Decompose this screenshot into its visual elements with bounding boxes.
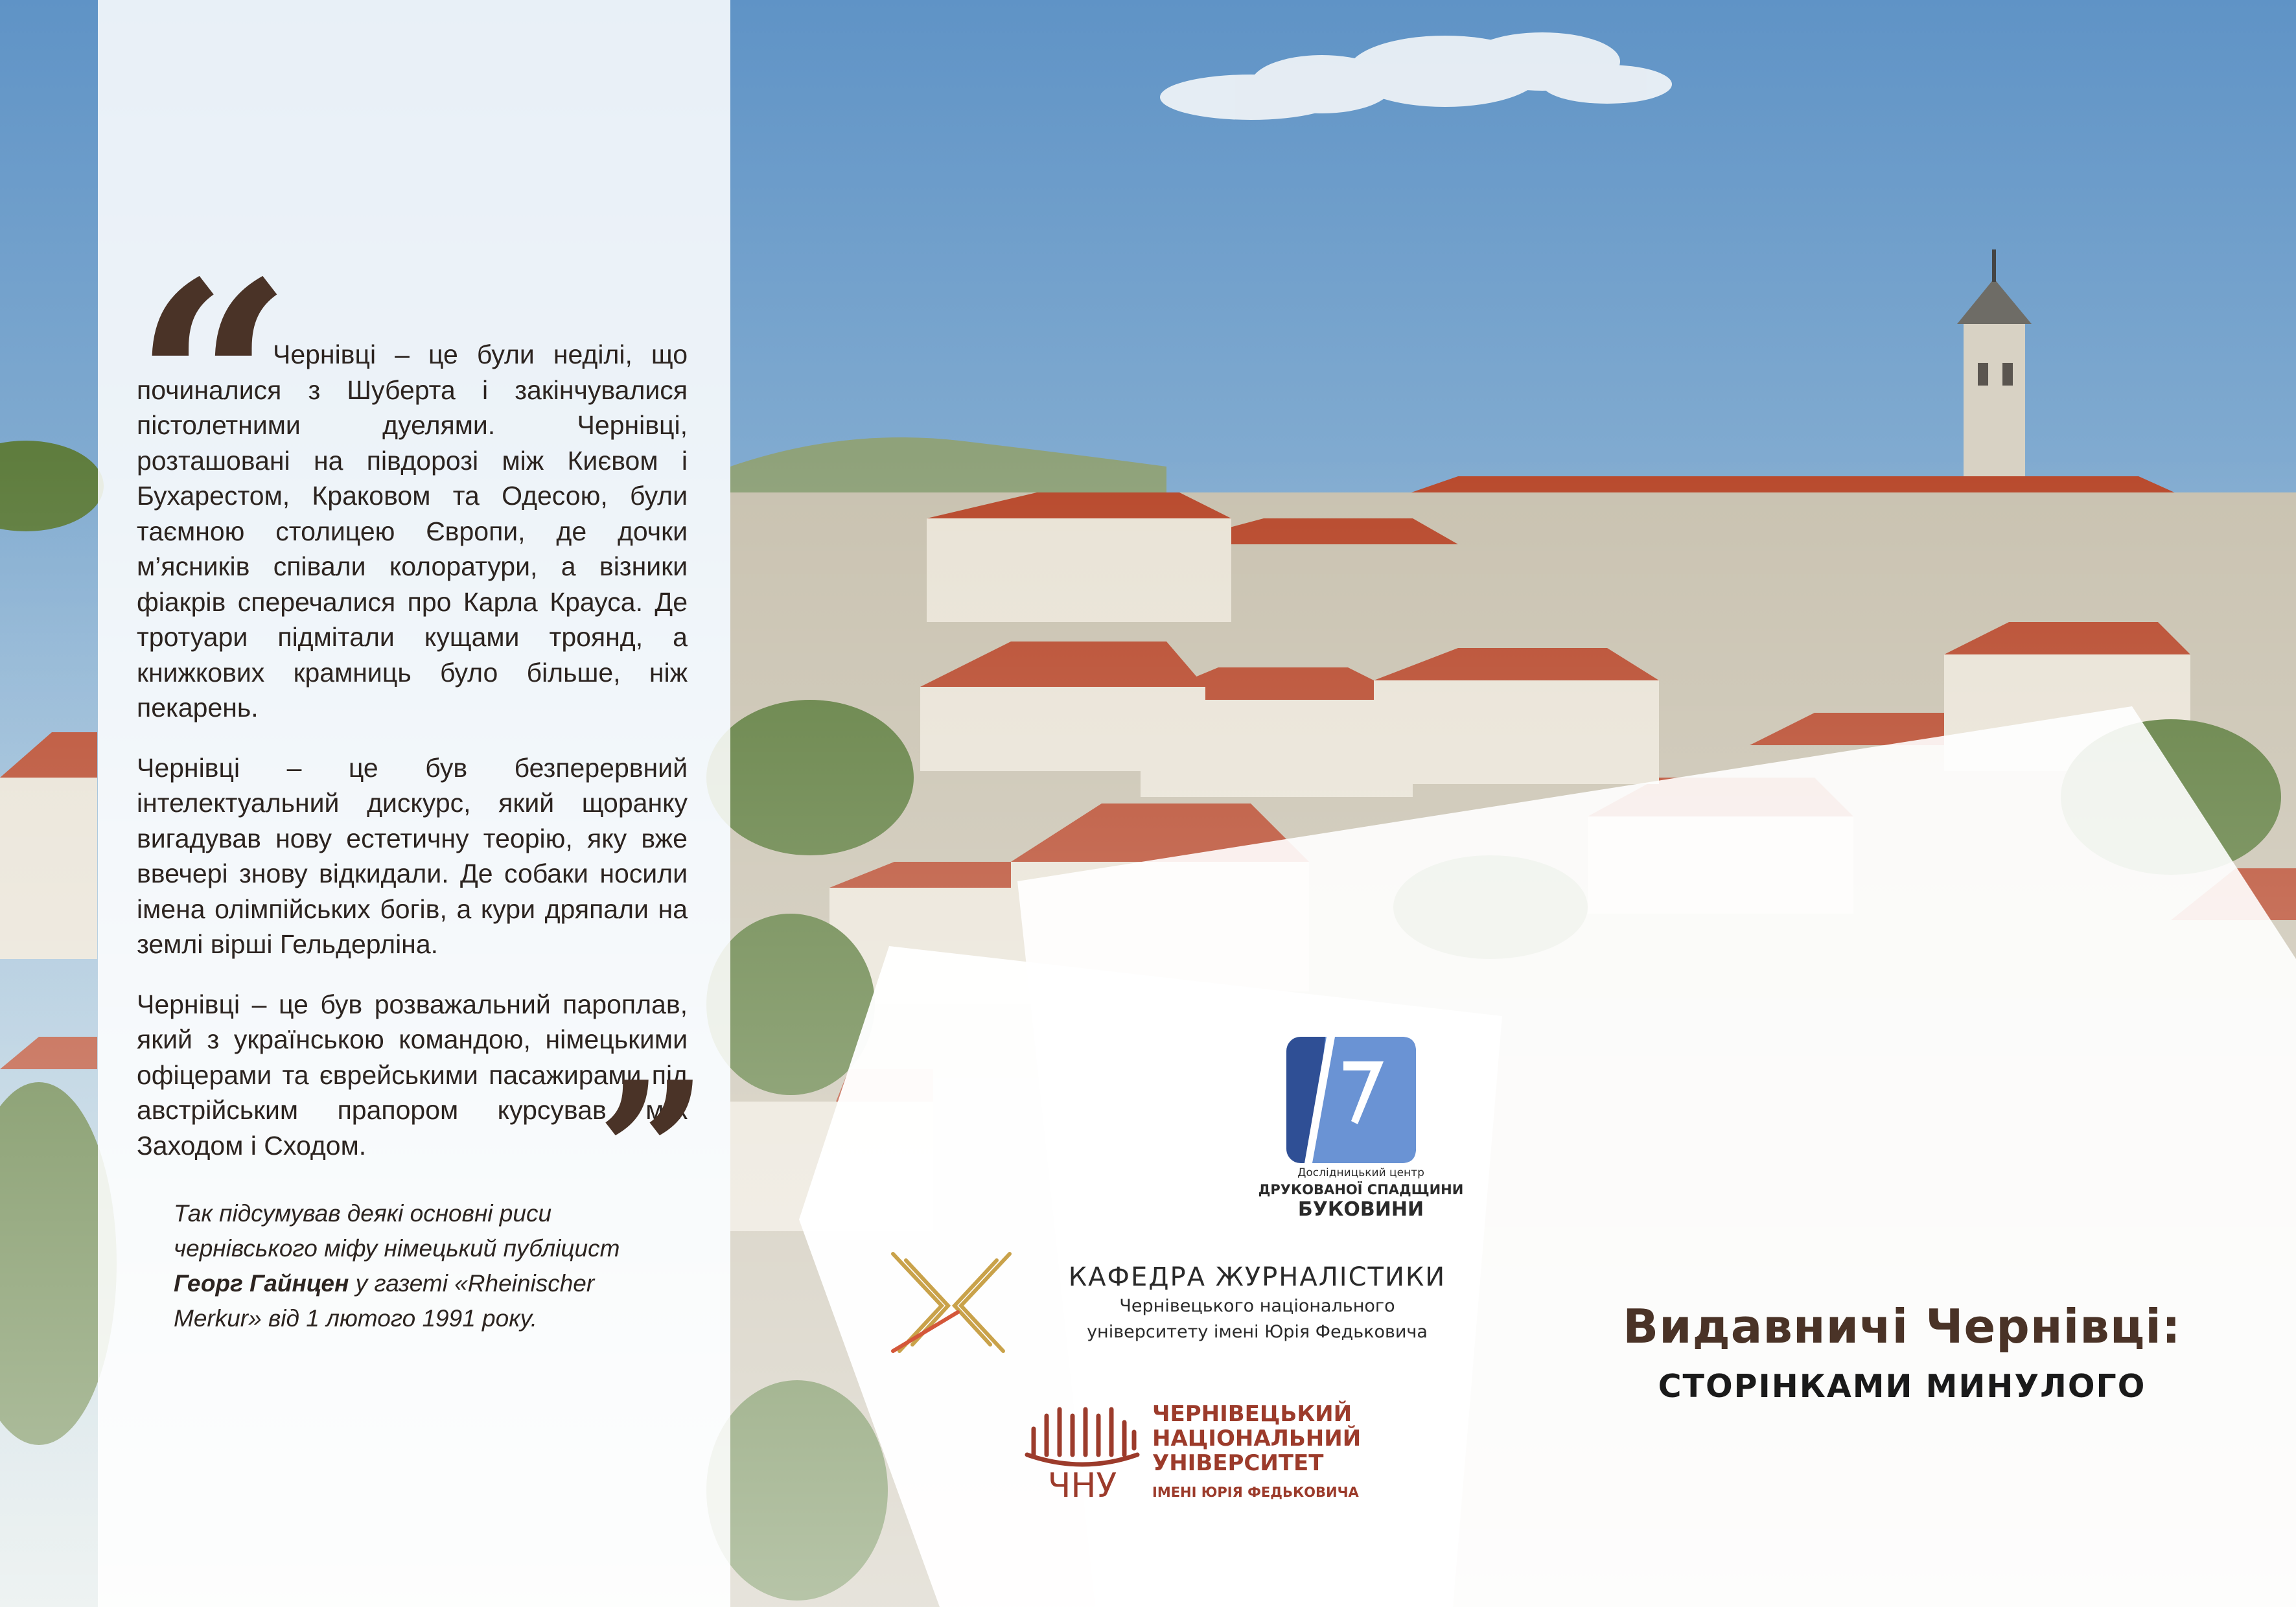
page-title: Видавничі Чернівці: bbox=[1623, 1299, 2181, 1354]
department-title: КАФЕДРА ЖУРНАЛІСТИКИ bbox=[1068, 1262, 1446, 1292]
research-center-line-2: ДРУКОВАНОЇ СПАДЩИНИ bbox=[1258, 1182, 1464, 1197]
title-block bbox=[1542, 1299, 2262, 1405]
attribution bbox=[174, 1196, 679, 1336]
university-line-3: УНІВЕРСИТЕТ bbox=[1152, 1450, 1324, 1476]
quote-paragraph-3: Чернівці – це був розважальний пароплав, який з українською командою, німецькими офіцерами та єврейськими пасажирами під австрійським прапором курсував між Заходом і Сходом. bbox=[137, 989, 688, 1161]
quote-paragraph-1: Чернівці – це були неділі, що починалися з Шуберта і закінчувалися пістолетними дуелями. Чернівці, розташовані на півдорозі між Києвом і Бухарестом, Краковом та Одесою, були таємною столицею Європи, де дочки м’ясників співали колоратури, а візники фіакрів сперечалися про Карла Крауса. Де тротуари підмітали кущами троянд, а книжкових крамниць було більше, ніж пекарень. bbox=[137, 340, 688, 723]
journalism-department-logo-icon bbox=[887, 1247, 1016, 1361]
university-abbr: ЧНУ bbox=[1047, 1466, 1117, 1500]
university-logo-icon bbox=[1021, 1403, 1144, 1500]
university-line-2: НАЦІОНАЛЬНИЙ bbox=[1152, 1426, 1362, 1451]
journalism-department-label bbox=[1030, 1262, 1484, 1344]
opening-quote-mark: “ bbox=[133, 222, 294, 549]
page-subtitle: СТОРІНКАМИ МИНУЛОГО bbox=[1658, 1368, 2146, 1405]
quote-paragraph-2: Чернівці – це був безперервний інтелектуальний дискурс, який щоранку вигадував нову естетичну теорію, яку вже ввечері знову відкидали. Де собаки носили імена олімпійських богів, а кури дряпали на землі вірші Гельдерліна. bbox=[137, 752, 688, 959]
research-center-line-3: БУКОВИНИ bbox=[1297, 1198, 1424, 1221]
university-label bbox=[1152, 1402, 1411, 1500]
attribution-author: Георг Гайнцен bbox=[174, 1270, 349, 1297]
attribution-text-1: Так підсумував деякі основні риси чернівського міфу німецький публіцист bbox=[174, 1200, 620, 1262]
research-center-line-1: Дослідницький центр bbox=[1297, 1166, 1424, 1179]
department-line-3: університету імені Юрія Федьковича bbox=[1087, 1322, 1428, 1342]
research-center-logo-icon bbox=[1286, 1037, 1416, 1163]
attribution-text-2: у газеті «Rheinischer Merkur» від 1 лютого 1991 року. bbox=[174, 1270, 595, 1332]
research-center-label bbox=[1251, 1166, 1471, 1221]
closing-quote-mark: ” bbox=[596, 1039, 708, 1267]
university-line-1: ЧЕРНІВЕЦЬКИЙ bbox=[1152, 1401, 1352, 1427]
department-line-2: Чернівецького національного bbox=[1119, 1296, 1395, 1316]
university-line-4: ІМЕНІ ЮРІЯ ФЕДЬКОВИЧА bbox=[1152, 1485, 1359, 1500]
